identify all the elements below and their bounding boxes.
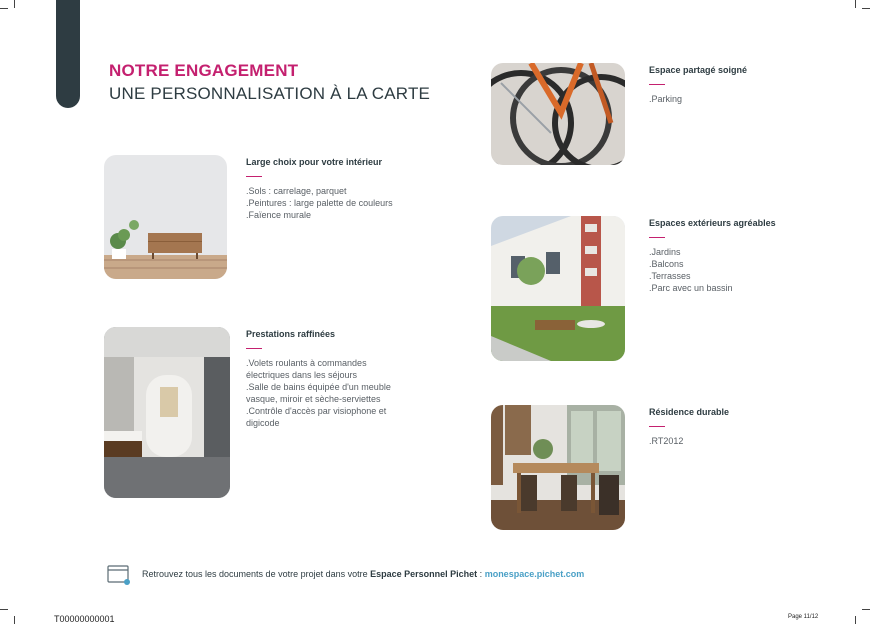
feature-outdoor-spaces [649, 218, 849, 294]
document-icon [107, 565, 131, 585]
interior-photo [104, 155, 227, 279]
page-number: Page 11/12 [788, 614, 819, 620]
accent-divider [649, 84, 665, 85]
feature-item: électriques dans les séjours [246, 370, 358, 380]
crop-mark [0, 609, 8, 610]
footer-bold: Espace Personnel Pichet [370, 569, 478, 579]
feature-title: Espace partagé soigné [649, 65, 748, 75]
crop-mark [14, 0, 15, 8]
crop-mark [862, 609, 870, 610]
reference-number: T00000000001 [54, 614, 115, 624]
bathroom-photo [104, 327, 230, 498]
feature-item: .RT2012 [649, 436, 684, 446]
bicycles-photo [491, 63, 625, 165]
feature-item: .Sols : carrelage, parquet [246, 186, 347, 196]
accent-divider [246, 176, 262, 177]
crop-mark [14, 616, 15, 624]
espace-link[interactable]: monespace.pichet.com [484, 569, 585, 579]
crop-mark [862, 8, 870, 9]
page-subtitle: UNE PERSONNALISATION À LA CARTE [109, 84, 431, 103]
crop-mark [855, 0, 856, 8]
feature-item: .Peintures : large palette de couleurs [246, 198, 393, 208]
page-title: NOTRE ENGAGEMENT [109, 61, 299, 80]
feature-item: .Terrasses [649, 271, 691, 281]
feature-item: .Balcons [649, 259, 684, 269]
feature-item: vasque, miroir et sèche-serviettes [246, 394, 381, 404]
feature-item: .Faïence murale [246, 210, 312, 220]
footer-text: Retrouvez tous les documents de votre projet dans votre [142, 569, 371, 579]
feature-shared-space [649, 65, 849, 105]
feature-title: Large choix pour votre intérieur [246, 157, 383, 167]
feature-title: Résidence durable [649, 407, 730, 417]
feature-interior-choice [246, 157, 446, 221]
feature-item: .Parc avec un bassin [649, 283, 733, 293]
garden-photo [491, 216, 625, 361]
feature-sustainable-residence [649, 407, 849, 447]
feature-title: Espaces extérieurs agréables [649, 218, 776, 228]
dining-room-photo [491, 405, 625, 530]
crop-mark [855, 616, 856, 624]
feature-title: Prestations raffinées [246, 329, 336, 339]
crop-mark [0, 8, 8, 9]
accent-divider [246, 348, 262, 349]
footer-note [142, 569, 584, 579]
feature-item: .Jardins [649, 247, 681, 257]
header-tab-decoration [56, 0, 80, 108]
accent-divider [649, 426, 665, 427]
footer-sep: : [477, 569, 485, 579]
feature-item: .Contrôle d'accès par visiophone et [246, 406, 387, 416]
feature-item: .Volets roulants à commandes [246, 358, 367, 368]
feature-item: digicode [246, 418, 280, 428]
accent-divider [649, 237, 665, 238]
feature-refined-services [246, 329, 446, 429]
feature-item: .Salle de bains équipée d'un meuble [246, 382, 391, 392]
feature-item: .Parking [649, 94, 683, 104]
